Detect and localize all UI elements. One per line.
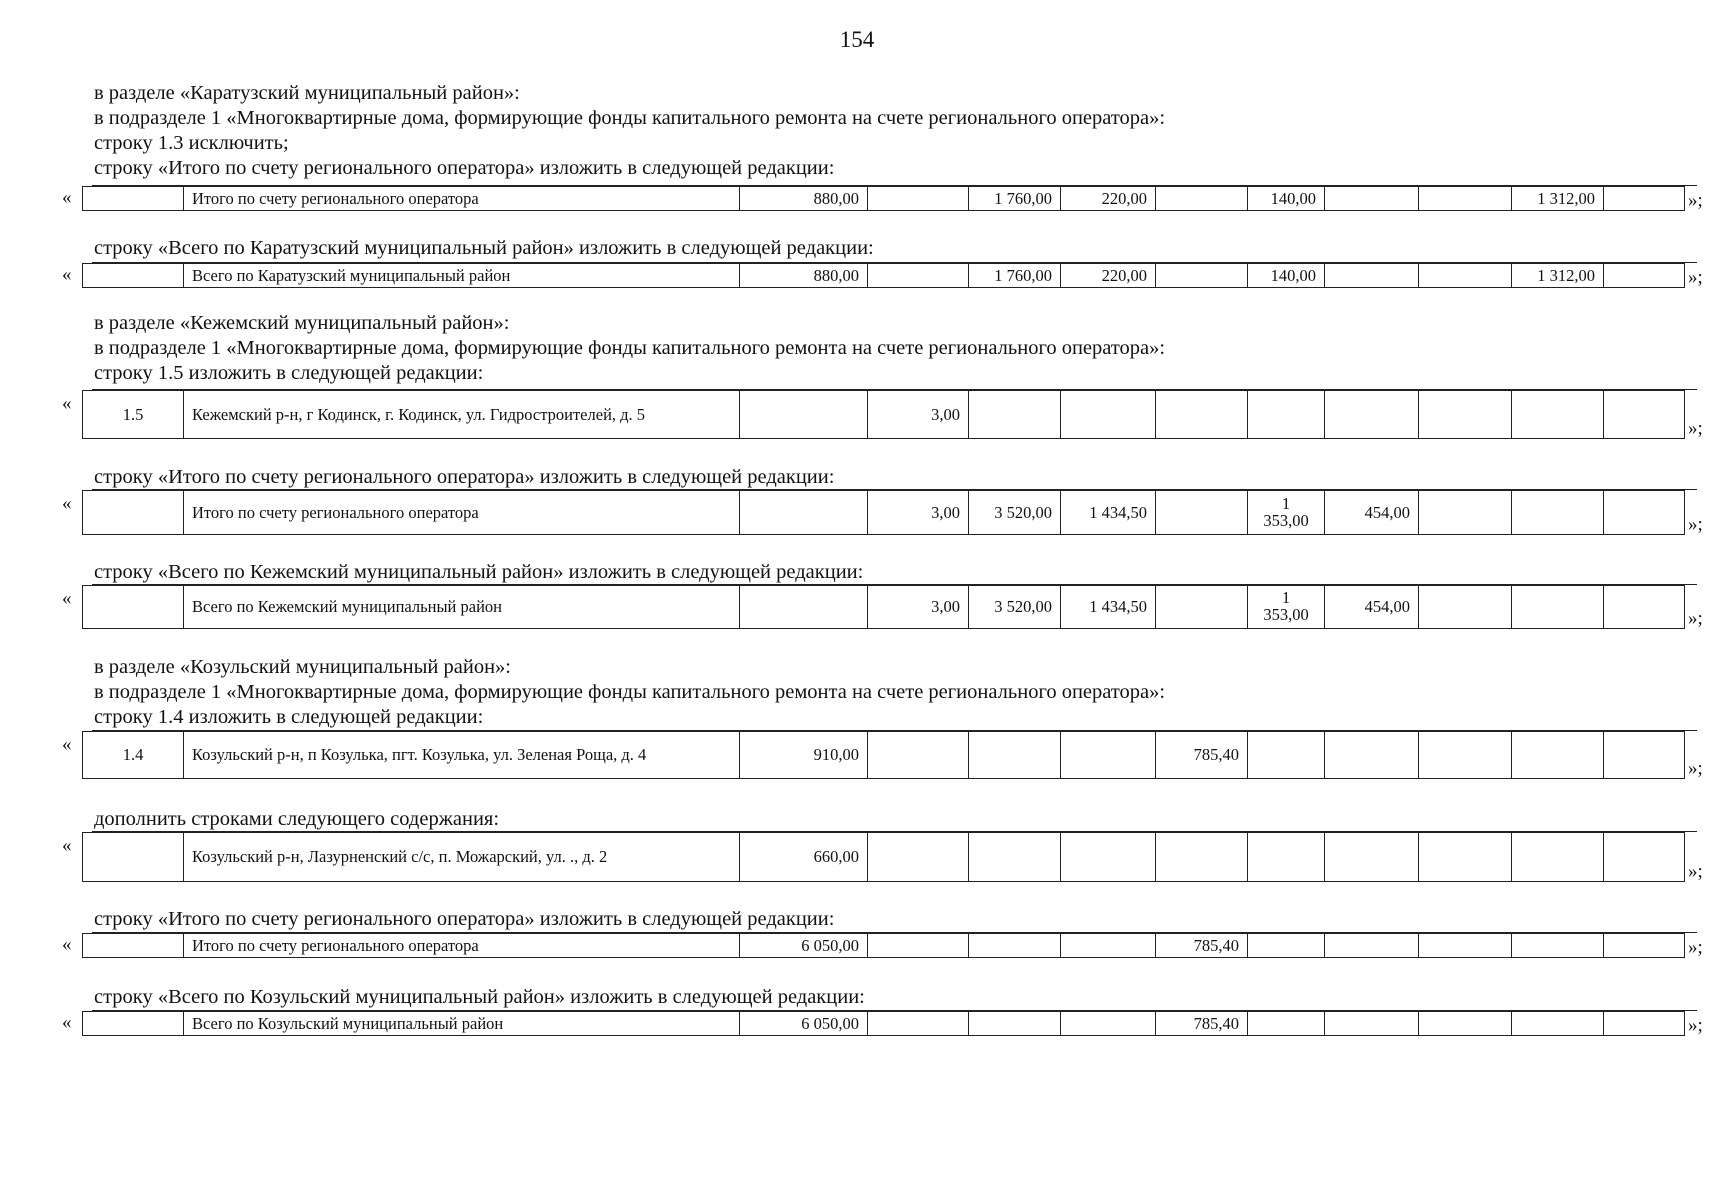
amount-cell	[1061, 391, 1156, 439]
amount-cell	[1419, 187, 1512, 211]
address-cell: Кежемский р-н, г Кодинск, г. Кодинск, ул. Гидростроителей, д. 5	[184, 391, 740, 439]
instruction-text: строку 1.5 изложить в следующей редакции:	[94, 362, 484, 384]
amount-cell	[1061, 934, 1156, 958]
instruction-text: в подразделе 1 «Многоквартирные дома, формирующие фонды капитального ремонта на счете регионального оператора»:	[94, 107, 1166, 129]
amount-cell	[1512, 934, 1604, 958]
amount-cell	[740, 491, 868, 535]
address-cell: Козульский р-н, п Козулька, пгт. Козулька, ул. Зеленая Роща, д. 4	[184, 732, 740, 779]
amount-cell	[969, 934, 1061, 958]
instruction-text: в подразделе 1 «Многоквартирные дома, формирующие фонды капитального ремонта на счете регионального оператора»:	[94, 681, 1166, 703]
amount-cell: 785,40	[1156, 1012, 1248, 1036]
amount-cell	[868, 934, 969, 958]
open-quote: «	[62, 493, 72, 514]
address-cell: Итого по счету регионального оператора	[184, 187, 740, 211]
amount-cell	[1248, 491, 1325, 535]
amount-cell	[1156, 391, 1248, 439]
address-cell: Всего по Кежемский муниципальный район	[184, 586, 740, 629]
amount-cell	[1604, 187, 1685, 211]
table-row	[83, 187, 1685, 211]
amendment-table	[82, 933, 1685, 958]
amount-cell	[868, 1012, 969, 1036]
amount-cell: 660,00	[740, 833, 868, 882]
amendment-table	[82, 186, 1685, 211]
amount-cell	[1419, 391, 1512, 439]
row-number-cell	[83, 264, 184, 288]
page-number: 154	[839, 27, 875, 52]
amount-cell	[1604, 732, 1685, 779]
address-cell: Всего по Каратузский муниципальный район	[184, 264, 740, 288]
amount-cell	[1604, 934, 1685, 958]
amendment-table	[82, 490, 1685, 535]
instruction-text: в разделе «Козульский муниципальный район»:	[94, 656, 511, 678]
row-number-cell	[83, 934, 184, 958]
open-quote: «	[62, 734, 72, 755]
amount-cell	[1325, 187, 1419, 211]
amount-cell: 1 760,00	[969, 187, 1061, 211]
amount-cell: 220,00	[1061, 187, 1156, 211]
amount-cell: 880,00	[740, 187, 868, 211]
amount-cell: 785,40	[1156, 732, 1248, 779]
instruction-text: строку «Итого по счету регионального оператора» изложить в следующей редакции:	[94, 157, 835, 179]
open-quote: «	[62, 393, 72, 414]
amount-cell	[868, 187, 969, 211]
address-cell: Козульский р-н, Лазурненский с/с, п. Можарский, ул. ., д. 2	[184, 833, 740, 882]
row-number-cell: 1.4	[83, 732, 184, 779]
table-row	[83, 391, 1685, 439]
amount-cell	[1512, 732, 1604, 779]
row-number-cell: 1.5	[83, 391, 184, 439]
amount-cell: 1 312,00	[1512, 264, 1604, 288]
amount-cell	[969, 833, 1061, 882]
amount-cell	[1604, 264, 1685, 288]
amount-cell	[1512, 1012, 1604, 1036]
instruction-text: дополнить строками следующего содержания:	[94, 808, 500, 830]
table-row	[83, 586, 1685, 629]
close-quote: »;	[1688, 758, 1703, 779]
amount-cell: 3,00	[868, 391, 969, 439]
amount-cell: 3 520,00	[969, 491, 1061, 535]
amount-cell	[1604, 391, 1685, 439]
amount-cell	[1512, 586, 1604, 629]
table-row	[83, 491, 1685, 535]
amount-cell	[1248, 934, 1325, 958]
table-row	[83, 732, 1685, 779]
amount-cell	[740, 391, 868, 439]
instruction-text: строку 1.3 исключить;	[94, 132, 289, 154]
open-quote: «	[62, 588, 72, 609]
amount-cell: 6 050,00	[740, 934, 868, 958]
amount-cell	[1325, 391, 1419, 439]
amendment-table	[82, 263, 1685, 288]
amount-cell	[868, 264, 969, 288]
table-row	[83, 264, 1685, 288]
amendment-table	[82, 731, 1685, 779]
amount-cell: 1 434,50	[1061, 491, 1156, 535]
row-number-cell	[83, 586, 184, 629]
amount-cell	[868, 833, 969, 882]
close-quote: »;	[1688, 418, 1703, 439]
amount-cell: 910,00	[740, 732, 868, 779]
row-number-cell	[83, 187, 184, 211]
amount-cell: 3,00	[868, 586, 969, 629]
amount-cell: 140,00	[1248, 187, 1325, 211]
close-quote: »;	[1688, 937, 1703, 958]
close-quote: »;	[1688, 861, 1703, 882]
amount-cell: 6 050,00	[740, 1012, 868, 1036]
amount-cell	[1248, 833, 1325, 882]
instruction-text: строку «Всего по Кежемский муниципальный район» изложить в следующей редакции:	[94, 561, 864, 583]
amount-cell	[969, 391, 1061, 439]
amount-cell: 454,00	[1325, 491, 1419, 535]
amount-cell: 140,00	[1248, 264, 1325, 288]
amount-cell	[868, 732, 969, 779]
close-quote: »;	[1688, 267, 1703, 288]
amount-cell: 220,00	[1061, 264, 1156, 288]
amount-cell: 1 434,50	[1061, 586, 1156, 629]
amount-cell	[1325, 732, 1419, 779]
open-quote: «	[62, 1012, 72, 1033]
instruction-text: строку «Итого по счету регионального оператора» изложить в следующей редакции:	[94, 908, 835, 930]
amount-cell	[1604, 586, 1685, 629]
table-row	[83, 833, 1685, 882]
instruction-text: строку 1.4 изложить в следующей редакции:	[94, 706, 484, 728]
amount-cell	[1248, 586, 1325, 629]
open-quote: «	[62, 835, 72, 856]
close-quote: »;	[1688, 1015, 1703, 1036]
amount-cell	[1604, 491, 1685, 535]
amount-cell: 1 312,00	[1512, 187, 1604, 211]
amount-cell	[1512, 491, 1604, 535]
row-number-cell	[83, 491, 184, 535]
close-quote: »;	[1688, 190, 1703, 211]
open-quote: «	[62, 934, 72, 955]
amount-cell	[1512, 391, 1604, 439]
amount-cell	[1419, 491, 1512, 535]
amendment-table	[82, 390, 1685, 439]
instruction-text: в разделе «Каратузский муниципальный район»:	[94, 82, 520, 104]
table-row	[83, 1012, 1685, 1036]
address-cell: Итого по счету регионального оператора	[184, 934, 740, 958]
amount-cell	[1061, 732, 1156, 779]
instruction-text: строку «Итого по счету регионального оператора» изложить в следующей редакции:	[94, 466, 835, 488]
open-quote: «	[62, 187, 72, 208]
open-quote: «	[62, 264, 72, 285]
amount-cell: 454,00	[1325, 586, 1419, 629]
wrapped-amount: 1 353,00	[1263, 493, 1309, 530]
instruction-text: в разделе «Кежемский муниципальный район»:	[94, 312, 510, 334]
amount-cell	[1156, 491, 1248, 535]
close-quote: »;	[1688, 608, 1703, 629]
amount-cell	[969, 732, 1061, 779]
amount-cell	[1325, 833, 1419, 882]
row-number-cell	[83, 1012, 184, 1036]
amount-cell	[969, 1012, 1061, 1036]
amendment-table	[82, 832, 1685, 882]
amendment-table	[82, 1011, 1685, 1036]
amount-cell	[1419, 732, 1512, 779]
address-cell: Всего по Козульский муниципальный район	[184, 1012, 740, 1036]
amount-cell: 3 520,00	[969, 586, 1061, 629]
amount-cell: 785,40	[1156, 934, 1248, 958]
amount-cell	[1325, 934, 1419, 958]
row-number-cell	[83, 833, 184, 882]
amendment-table	[82, 585, 1685, 629]
amount-cell	[1061, 1012, 1156, 1036]
wrapped-amount: 1 353,00	[1263, 588, 1309, 624]
amount-cell	[1156, 833, 1248, 882]
amount-cell	[1248, 391, 1325, 439]
close-quote: »;	[1688, 514, 1703, 535]
amount-cell	[1512, 833, 1604, 882]
amount-cell	[1325, 1012, 1419, 1036]
amount-cell	[1419, 833, 1512, 882]
amount-cell	[1248, 732, 1325, 779]
table-row	[83, 934, 1685, 958]
amount-cell: 880,00	[740, 264, 868, 288]
amount-cell	[1419, 264, 1512, 288]
amount-cell	[1061, 833, 1156, 882]
address-cell: Итого по счету регионального оператора	[184, 491, 740, 535]
amount-cell	[1156, 187, 1248, 211]
amount-cell: 3,00	[868, 491, 969, 535]
amount-cell	[1419, 1012, 1512, 1036]
instruction-text: строку «Всего по Каратузский муниципальный район» изложить в следующей редакции:	[94, 237, 874, 259]
amount-cell	[1156, 586, 1248, 629]
amount-cell	[1156, 264, 1248, 288]
amount-cell	[1325, 264, 1419, 288]
amount-cell	[1419, 934, 1512, 958]
instruction-text: строку «Всего по Козульский муниципальный район» изложить в следующей редакции:	[94, 986, 865, 1008]
amount-cell	[1604, 833, 1685, 882]
amount-cell	[1419, 586, 1512, 629]
amount-cell	[1604, 1012, 1685, 1036]
instruction-text: в подразделе 1 «Многоквартирные дома, формирующие фонды капитального ремонта на счете регионального оператора»:	[94, 337, 1166, 359]
amount-cell	[1248, 1012, 1325, 1036]
amount-cell	[740, 586, 868, 629]
amount-cell: 1 760,00	[969, 264, 1061, 288]
